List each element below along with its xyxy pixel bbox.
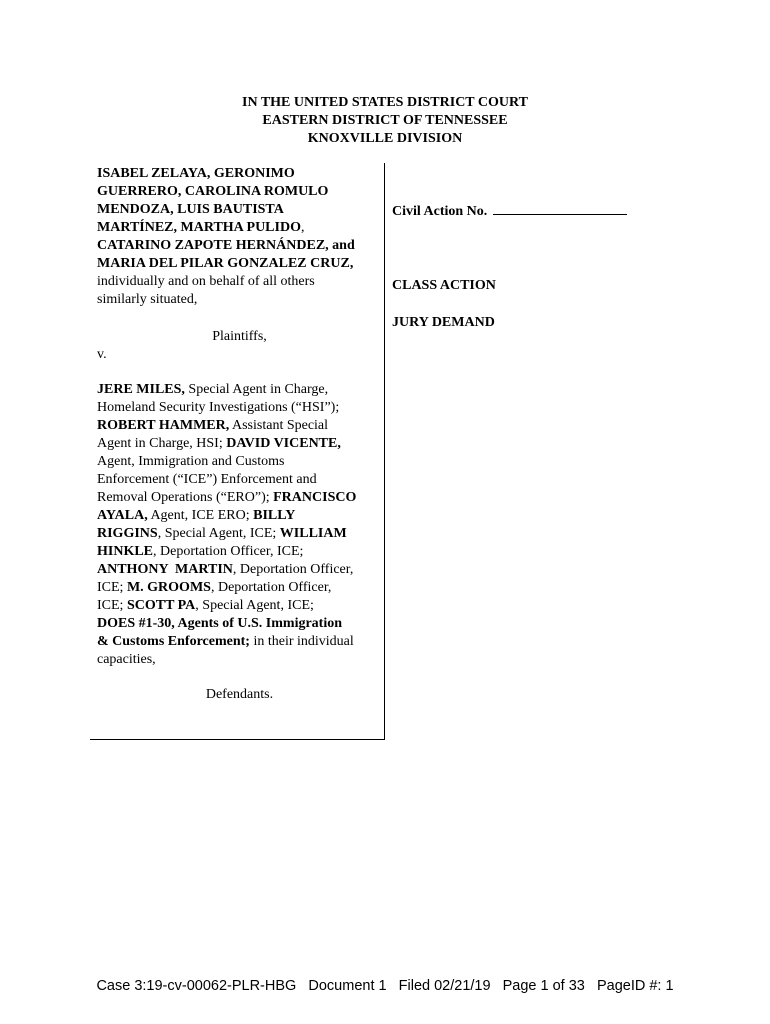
party-caption [97, 165, 382, 704]
defendant-line [97, 579, 382, 597]
defendants-label: Defendants. [205, 687, 274, 702]
versus: v. [97, 347, 107, 362]
jury-demand-label: JURY DEMAND [392, 315, 495, 330]
defendant-title: Agent, ICE ERO; [147, 508, 254, 523]
plaintiff-name-line: ISABEL ZELAYA, GERONIMO [97, 166, 295, 181]
caption-vertical-rule [384, 163, 385, 740]
plaintiff-name-line: GUERRERO, CAROLINA ROMULO [97, 184, 329, 199]
defendant-line: Homeland Security Investigations (“HSI”); [97, 400, 340, 415]
defendant-line [97, 597, 382, 615]
defendant-title: Agent in Charge, HSI; [97, 436, 227, 451]
defendant-line [97, 507, 382, 525]
defendant-name: SCOTT PA [126, 598, 196, 613]
defendant-name: WILLIAM [279, 526, 347, 541]
plaintiff-name-line: MENDOZA, LUIS BAUTISTA [97, 202, 284, 217]
class-action-label: CLASS ACTION [392, 278, 496, 293]
defendant-title: , Deportation Officer, [210, 580, 332, 595]
plaintiff-names [97, 165, 382, 273]
court-district: EASTERN DISTRICT OF TENNESSEE [262, 113, 508, 128]
defendant-title: ICE; [97, 598, 127, 613]
defendant-title: , Deportation Officer, ICE; [153, 544, 304, 559]
defendant-line: Agent, Immigration and Customs [97, 454, 285, 469]
defendant-name: BILLY [253, 508, 296, 523]
defendant-title: , Deportation Officer, [232, 562, 354, 577]
court-heading [0, 94, 770, 148]
plaintiff-description: individually and on behalf of all others [97, 274, 315, 289]
defendant-line [97, 633, 382, 651]
court-name: IN THE UNITED STATES DISTRICT COURT [242, 95, 528, 110]
defendant-name: ROBERT HAMMER, [97, 418, 230, 433]
defendant-line [97, 417, 382, 435]
court-division: KNOXVILLE DIVISION [307, 131, 463, 146]
defendant-title: Removal Operations (“ERO”); [97, 490, 274, 505]
defendant-line: capacities, [97, 652, 156, 667]
civil-action-number-blank [493, 202, 627, 215]
defendant-line [97, 489, 382, 507]
plaintiff-name-comma: , [300, 220, 305, 235]
plaintiff-name-line [97, 219, 382, 237]
plaintiff-name-text: MARTÍNEZ, MARTHA PULIDO [97, 220, 301, 235]
plaintiffs-label: Plaintiffs, [212, 329, 267, 344]
defendant-line [97, 543, 382, 561]
defendant-title: Assistant Special [229, 418, 329, 433]
plaintiff-name-line: CATARINO ZAPOTE HERNÁNDEZ, and [97, 238, 355, 253]
defendant-name: JERE MILES, [97, 382, 185, 397]
defendant-title: , Special Agent, ICE; [157, 526, 280, 541]
defendant-line: DOES #1-30, Agents of U.S. Immigration [97, 616, 343, 631]
defendant-title: , Special Agent, ICE; [195, 598, 314, 613]
defendant-name: FRANCISCO [273, 490, 357, 505]
defendant-name: HINKLE [97, 544, 154, 559]
defendant-name: & Customs Enforcement; [97, 634, 250, 649]
defendant-line [97, 525, 382, 543]
defendant-title: in their individual [249, 634, 354, 649]
defendant-line: Enforcement (“ICE”) Enforcement and [97, 472, 317, 487]
defendant-name: M. GROOMS [126, 580, 211, 595]
defendant-name: RIGGINS [97, 526, 158, 541]
defendant-line [97, 561, 382, 579]
defendant-title: Special Agent in Charge, [184, 382, 329, 397]
defendant-title: ICE; [97, 580, 127, 595]
defendant-line [97, 435, 382, 453]
civil-action-label: Civil Action No. [392, 204, 488, 219]
civil-action-line [392, 202, 627, 221]
page-footer: Case 3:19-cv-00062-PLR-HBG Document 1 Filed 02/21/19 Page 1 of 33 PageID #: 1 [96, 978, 674, 994]
plaintiff-description: similarly situated, [97, 292, 198, 307]
defendant-name: DAVID VICENTE, [226, 436, 341, 451]
caption-horizontal-rule [90, 739, 385, 740]
defendant-line [97, 381, 382, 399]
defendant-name: AYALA, [97, 508, 148, 523]
plaintiff-name-line: MARIA DEL PILAR GONZALEZ CRUZ, [97, 256, 354, 271]
defendant-list [97, 381, 382, 669]
defendant-name: ANTHONY MARTIN [97, 562, 233, 577]
